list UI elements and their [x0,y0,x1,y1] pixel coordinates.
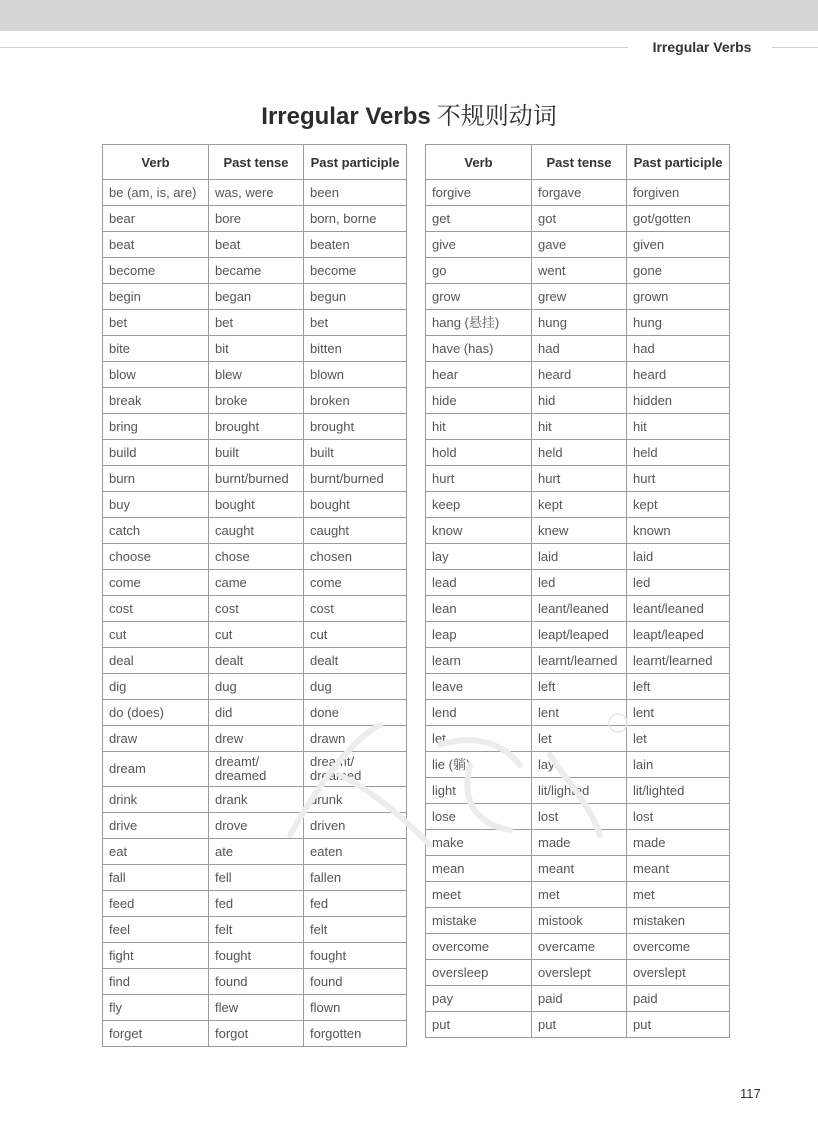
past-tense-cell: dealt [209,648,304,674]
past-tense-cell: ate [209,839,304,865]
past-tense-cell: found [209,969,304,995]
verb-cell: make [426,830,532,856]
past-tense-cell: lent [532,700,627,726]
verb-cell: catch [103,518,209,544]
column-header-past-tense: Past tense [532,145,627,180]
past-tense-cell: grew [532,284,627,310]
past-participle-cell: bought [304,492,407,518]
verb-cell: hit [426,414,532,440]
past-tense-cell: went [532,258,627,284]
past-participle-cell: fed [304,891,407,917]
table-row [426,518,730,544]
past-tense-cell: lost [532,804,627,830]
table-row [426,362,730,388]
table-row [426,466,730,492]
column-header-past-tense: Past tense [209,145,304,180]
verb-cell: drive [103,813,209,839]
table-row [103,232,407,258]
table-row [103,414,407,440]
past-tense-cell: beat [209,232,304,258]
table-header-row [103,145,407,180]
verb-cell: let [426,726,532,752]
table-row [426,180,730,206]
past-participle-cell: flown [304,995,407,1021]
table-row [103,674,407,700]
verb-cell: know [426,518,532,544]
verb-cell: hear [426,362,532,388]
past-tense-cell: hurt [532,466,627,492]
verb-cell: eat [103,839,209,865]
verb-cell: come [103,570,209,596]
past-tense-cell: leapt/leaped [532,622,627,648]
table-row [426,778,730,804]
table-row [103,813,407,839]
past-participle-cell: given [627,232,730,258]
past-participle-cell: leapt/leaped [627,622,730,648]
past-participle-cell: fought [304,943,407,969]
past-participle-cell: drunk [304,787,407,813]
past-tense-cell: lit/lighted [532,778,627,804]
table-row [103,917,407,943]
table-row [426,492,730,518]
verb-cell: grow [426,284,532,310]
verb-cell: blow [103,362,209,388]
past-participle-cell: begun [304,284,407,310]
past-participle-cell: felt [304,917,407,943]
past-tense-cell: brought [209,414,304,440]
past-participle-cell: learnt/learned [627,648,730,674]
verb-cell: dream [103,752,209,787]
past-participle-cell: let [627,726,730,752]
past-tense-cell: overslept [532,960,627,986]
page-title-chinese: 不规则动词 [436,102,557,130]
table-row [426,648,730,674]
verb-cell: meet [426,882,532,908]
past-participle-cell: drawn [304,726,407,752]
verb-cell: light [426,778,532,804]
past-tense-cell: drank [209,787,304,813]
past-participle-cell: gone [627,258,730,284]
table-row [426,570,730,596]
table-row [426,908,730,934]
past-tense-cell: met [532,882,627,908]
verb-cell: feel [103,917,209,943]
table-row [103,596,407,622]
verb-cell: forgive [426,180,532,206]
table-row [103,995,407,1021]
table-row [426,336,730,362]
table-row [103,336,407,362]
table-row [426,414,730,440]
past-tense-cell: dreamt/ dreamed [209,752,304,787]
verb-cell: lead [426,570,532,596]
past-participle-cell: laid [627,544,730,570]
table-row [103,258,407,284]
verb-cell: beat [103,232,209,258]
verb-cell: bet [103,310,209,336]
table-row [103,518,407,544]
table-row [426,804,730,830]
past-participle-cell: overcome [627,934,730,960]
past-participle-cell: meant [627,856,730,882]
past-participle-cell: chosen [304,544,407,570]
past-tense-cell: drove [209,813,304,839]
table-row [426,882,730,908]
table-row [426,960,730,986]
past-participle-cell: built [304,440,407,466]
past-participle-cell: lost [627,804,730,830]
past-participle-cell: paid [627,986,730,1012]
past-tense-cell: flew [209,995,304,1021]
past-tense-cell: put [532,1012,627,1038]
past-tense-cell: knew [532,518,627,544]
irregular-verbs-table-right [425,144,730,1038]
verb-cell: build [103,440,209,466]
verb-cell: give [426,232,532,258]
past-participle-cell: caught [304,518,407,544]
past-participle-cell: cut [304,622,407,648]
past-tense-cell: bit [209,336,304,362]
past-participle-cell: lit/lighted [627,778,730,804]
verb-cell: lend [426,700,532,726]
past-participle-cell: leant/leaned [627,596,730,622]
running-header: Irregular Verbs [652,39,752,55]
verb-cell: oversleep [426,960,532,986]
table-row [103,466,407,492]
verb-cell: hang (悬挂) [426,310,532,336]
verb-cell: break [103,388,209,414]
table-row [426,258,730,284]
verb-cell: cut [103,622,209,648]
table-row [426,596,730,622]
past-tense-cell: heard [532,362,627,388]
past-tense-cell: built [209,440,304,466]
table-row [103,839,407,865]
past-tense-cell: drew [209,726,304,752]
verb-cell: cost [103,596,209,622]
verb-cell: dig [103,674,209,700]
past-participle-cell: eaten [304,839,407,865]
past-tense-cell: did [209,700,304,726]
past-participle-cell: lent [627,700,730,726]
past-participle-cell: kept [627,492,730,518]
table-row [103,648,407,674]
past-tense-cell: broke [209,388,304,414]
column-header-verb: Verb [103,145,209,180]
verb-cell: drink [103,787,209,813]
past-tense-cell: leant/leaned [532,596,627,622]
verb-cell: deal [103,648,209,674]
verb-cell: lean [426,596,532,622]
past-tense-cell: began [209,284,304,310]
verb-cell: bite [103,336,209,362]
past-participle-cell: overslept [627,960,730,986]
past-tense-cell: let [532,726,627,752]
past-tense-cell: fought [209,943,304,969]
past-participle-cell: been [304,180,407,206]
past-participle-cell: met [627,882,730,908]
verb-cell: feed [103,891,209,917]
verb-cell: go [426,258,532,284]
past-tense-cell: hit [532,414,627,440]
past-tense-cell: left [532,674,627,700]
table-row [103,622,407,648]
past-tense-cell: became [209,258,304,284]
page-title-english: Irregular Verbs [261,103,431,130]
past-tense-cell: forgot [209,1021,304,1047]
past-participle-cell: had [627,336,730,362]
past-participle-cell: got/gotten [627,206,730,232]
past-tense-cell: hung [532,310,627,336]
verb-cell: lie (躺) [426,752,532,778]
table-row [103,180,407,206]
verb-cell: bring [103,414,209,440]
verb-cell: become [103,258,209,284]
past-tense-cell: bore [209,206,304,232]
table-row [103,388,407,414]
past-participle-cell: hit [627,414,730,440]
page-title [0,96,818,131]
past-tense-cell: overcame [532,934,627,960]
past-tense-cell: cut [209,622,304,648]
past-participle-cell: dug [304,674,407,700]
table-row [426,674,730,700]
table-row [103,943,407,969]
table-row [426,752,730,778]
table-header-row [426,145,730,180]
table-row [426,726,730,752]
past-participle-cell: blown [304,362,407,388]
past-tense-cell: gave [532,232,627,258]
irregular-verbs-table-left [102,144,407,1047]
past-tense-cell: led [532,570,627,596]
verb-cell: choose [103,544,209,570]
past-tense-cell: bet [209,310,304,336]
table-row [426,284,730,310]
past-participle-cell: hurt [627,466,730,492]
column-header-past-participle: Past participle [627,145,730,180]
header-rule-right [772,47,818,48]
page-number: 117 [740,1086,761,1101]
past-participle-cell: known [627,518,730,544]
table-row [426,700,730,726]
table-row [426,232,730,258]
past-tense-cell: came [209,570,304,596]
past-participle-cell: come [304,570,407,596]
past-tense-cell: was, were [209,180,304,206]
verb-cell: hurt [426,466,532,492]
table-row [103,752,407,787]
past-participle-cell: fallen [304,865,407,891]
verb-cell: fly [103,995,209,1021]
table-row [426,856,730,882]
verb-cell: burn [103,466,209,492]
past-participle-cell: forgotten [304,1021,407,1047]
table-row [426,986,730,1012]
verb-cell: lose [426,804,532,830]
past-tense-cell: kept [532,492,627,518]
past-participle-cell: bet [304,310,407,336]
verb-cell: keep [426,492,532,518]
verb-cell: lay [426,544,532,570]
past-participle-cell: grown [627,284,730,310]
past-tense-cell: hid [532,388,627,414]
past-tense-cell: dug [209,674,304,700]
verb-cell: mean [426,856,532,882]
past-participle-cell: burnt/burned [304,466,407,492]
past-tense-cell: chose [209,544,304,570]
top-gray-bar [0,0,818,31]
verb-cell: find [103,969,209,995]
past-tense-cell: made [532,830,627,856]
past-participle-cell: born, borne [304,206,407,232]
table-row [426,1012,730,1038]
table-row [426,622,730,648]
past-participle-cell: hidden [627,388,730,414]
verb-cell: do (does) [103,700,209,726]
past-tense-cell: got [532,206,627,232]
verb-cell: have (has) [426,336,532,362]
table-row [103,969,407,995]
verb-cell: leap [426,622,532,648]
verb-cell: learn [426,648,532,674]
table-row [103,284,407,310]
table-row [103,891,407,917]
past-tense-cell: meant [532,856,627,882]
verb-cell: be (am, is, are) [103,180,209,206]
table-row [103,310,407,336]
past-participle-cell: left [627,674,730,700]
table-row [426,934,730,960]
verb-cell: begin [103,284,209,310]
past-participle-cell: put [627,1012,730,1038]
past-participle-cell: found [304,969,407,995]
table-row [103,206,407,232]
past-tense-cell: bought [209,492,304,518]
verb-cell: hide [426,388,532,414]
table-row [103,726,407,752]
past-tense-cell: laid [532,544,627,570]
verb-cell: mistake [426,908,532,934]
verb-cell: leave [426,674,532,700]
past-participle-cell: done [304,700,407,726]
verb-cell: put [426,1012,532,1038]
table-row [103,865,407,891]
table-row [426,206,730,232]
past-tense-cell: had [532,336,627,362]
past-participle-cell: beaten [304,232,407,258]
table-row [426,544,730,570]
header-rule-left [0,47,628,48]
past-participle-cell: held [627,440,730,466]
past-participle-cell: led [627,570,730,596]
past-tense-cell: burnt/burned [209,466,304,492]
past-participle-cell: brought [304,414,407,440]
past-tense-cell: fell [209,865,304,891]
verb-cell: buy [103,492,209,518]
table-row [426,388,730,414]
past-participle-cell: dealt [304,648,407,674]
table-row [103,544,407,570]
verb-cell: fight [103,943,209,969]
verb-cell: draw [103,726,209,752]
past-participle-cell: forgiven [627,180,730,206]
table-row [103,700,407,726]
past-participle-cell: hung [627,310,730,336]
past-tense-cell: held [532,440,627,466]
past-tense-cell: learnt/learned [532,648,627,674]
past-participle-cell: become [304,258,407,284]
past-participle-cell: bitten [304,336,407,362]
past-participle-cell: lain [627,752,730,778]
verb-cell: overcome [426,934,532,960]
past-participle-cell: dreamt/ dreamed [304,752,407,787]
past-tense-cell: paid [532,986,627,1012]
verb-cell: get [426,206,532,232]
verb-cell: hold [426,440,532,466]
past-participle-cell: heard [627,362,730,388]
table-row [426,830,730,856]
verb-cell: bear [103,206,209,232]
past-participle-cell: cost [304,596,407,622]
past-participle-cell: mistaken [627,908,730,934]
table-row [103,440,407,466]
verb-cell: forget [103,1021,209,1047]
past-tense-cell: blew [209,362,304,388]
table-row [103,570,407,596]
past-tense-cell: caught [209,518,304,544]
table-row [103,787,407,813]
past-tense-cell: cost [209,596,304,622]
past-tense-cell: felt [209,917,304,943]
past-participle-cell: broken [304,388,407,414]
table-row [103,362,407,388]
column-header-verb: Verb [426,145,532,180]
table-row [103,492,407,518]
past-tense-cell: forgave [532,180,627,206]
table-row [103,1021,407,1047]
column-header-past-participle: Past participle [304,145,407,180]
past-participle-cell: driven [304,813,407,839]
past-participle-cell: made [627,830,730,856]
verb-cell: fall [103,865,209,891]
past-tense-cell: lay [532,752,627,778]
table-row [426,440,730,466]
verb-cell: pay [426,986,532,1012]
past-tense-cell: mistook [532,908,627,934]
past-tense-cell: fed [209,891,304,917]
table-row [426,310,730,336]
